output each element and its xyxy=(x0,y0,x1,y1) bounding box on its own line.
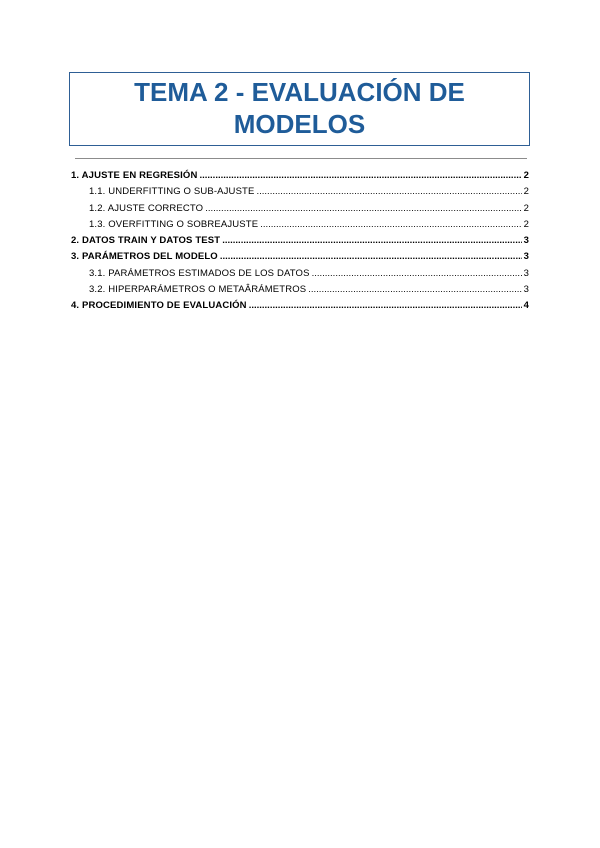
toc-entry-1-3[interactable] xyxy=(71,217,529,233)
toc-page-number: 3 xyxy=(523,235,529,247)
toc-entry-text: 1.1. UNDERFITTING O SUB-AJUSTE xyxy=(89,186,255,198)
toc-page-number: 3 xyxy=(523,251,529,263)
toc-entry-text: 3.1. PARÁMETROS ESTIMADOS DE LOS DATOS xyxy=(89,267,310,279)
toc-entry-text: 1.3. OVERFITTING O SOBREAJUSTE xyxy=(89,218,259,230)
toc-page-number: 2 xyxy=(523,170,529,181)
toc-page-number: 2 xyxy=(523,186,529,198)
page-title-line-2: MODELOS xyxy=(233,109,366,139)
toc-dot-leader xyxy=(312,266,522,282)
title-box xyxy=(69,72,530,146)
toc-dot-leader xyxy=(205,201,521,217)
toc-entry-text: 2. DATOS TRAIN Y DATOS TEST xyxy=(71,235,221,247)
toc-dot-leader xyxy=(257,184,522,200)
toc-entry-text: 3. PARÁMETROS DEL MODELO xyxy=(71,251,218,263)
toc-entry-4[interactable] xyxy=(71,298,529,314)
toc-entry-3-2[interactable] xyxy=(71,282,529,298)
toc-dot-leader xyxy=(220,249,522,265)
toc-dot-leader xyxy=(249,298,522,314)
toc-page-number: 3 xyxy=(523,267,529,279)
toc-dot-leader xyxy=(222,233,521,249)
toc-page-number: 3 xyxy=(523,284,529,296)
toc-entry-2[interactable] xyxy=(71,233,529,249)
page-title-line-1: TEMA 2 - EVALUACIÓN DE xyxy=(134,77,465,107)
toc-entry-text: 3.2. HIPERPARÁMETROS O METAÂRÁMETROS xyxy=(89,284,307,296)
toc-dot-leader xyxy=(260,217,521,233)
toc-entry-text: 1. AJUSTE EN REGRESIÓN xyxy=(71,170,198,181)
toc-page-number: 2 xyxy=(523,202,529,214)
toc-entry-text: 1.2. AJUSTE CORRECTO xyxy=(89,202,204,214)
toc-entry-text: 4. PROCEDIMIENTO DE EVALUACIÓN xyxy=(71,300,247,312)
toc-page-number: 2 xyxy=(523,218,529,230)
horizontal-divider xyxy=(75,158,527,159)
table-of-contents xyxy=(71,168,529,315)
toc-dot-leader xyxy=(308,282,521,298)
toc-page-number: 4 xyxy=(523,300,529,312)
toc-entry-1-1[interactable] xyxy=(71,184,529,200)
toc-entry-3[interactable] xyxy=(71,249,529,265)
toc-dot-leader xyxy=(199,168,521,184)
toc-entry-1[interactable] xyxy=(71,168,529,184)
toc-entry-1-2[interactable] xyxy=(71,201,529,217)
toc-entry-3-1[interactable] xyxy=(71,266,529,282)
